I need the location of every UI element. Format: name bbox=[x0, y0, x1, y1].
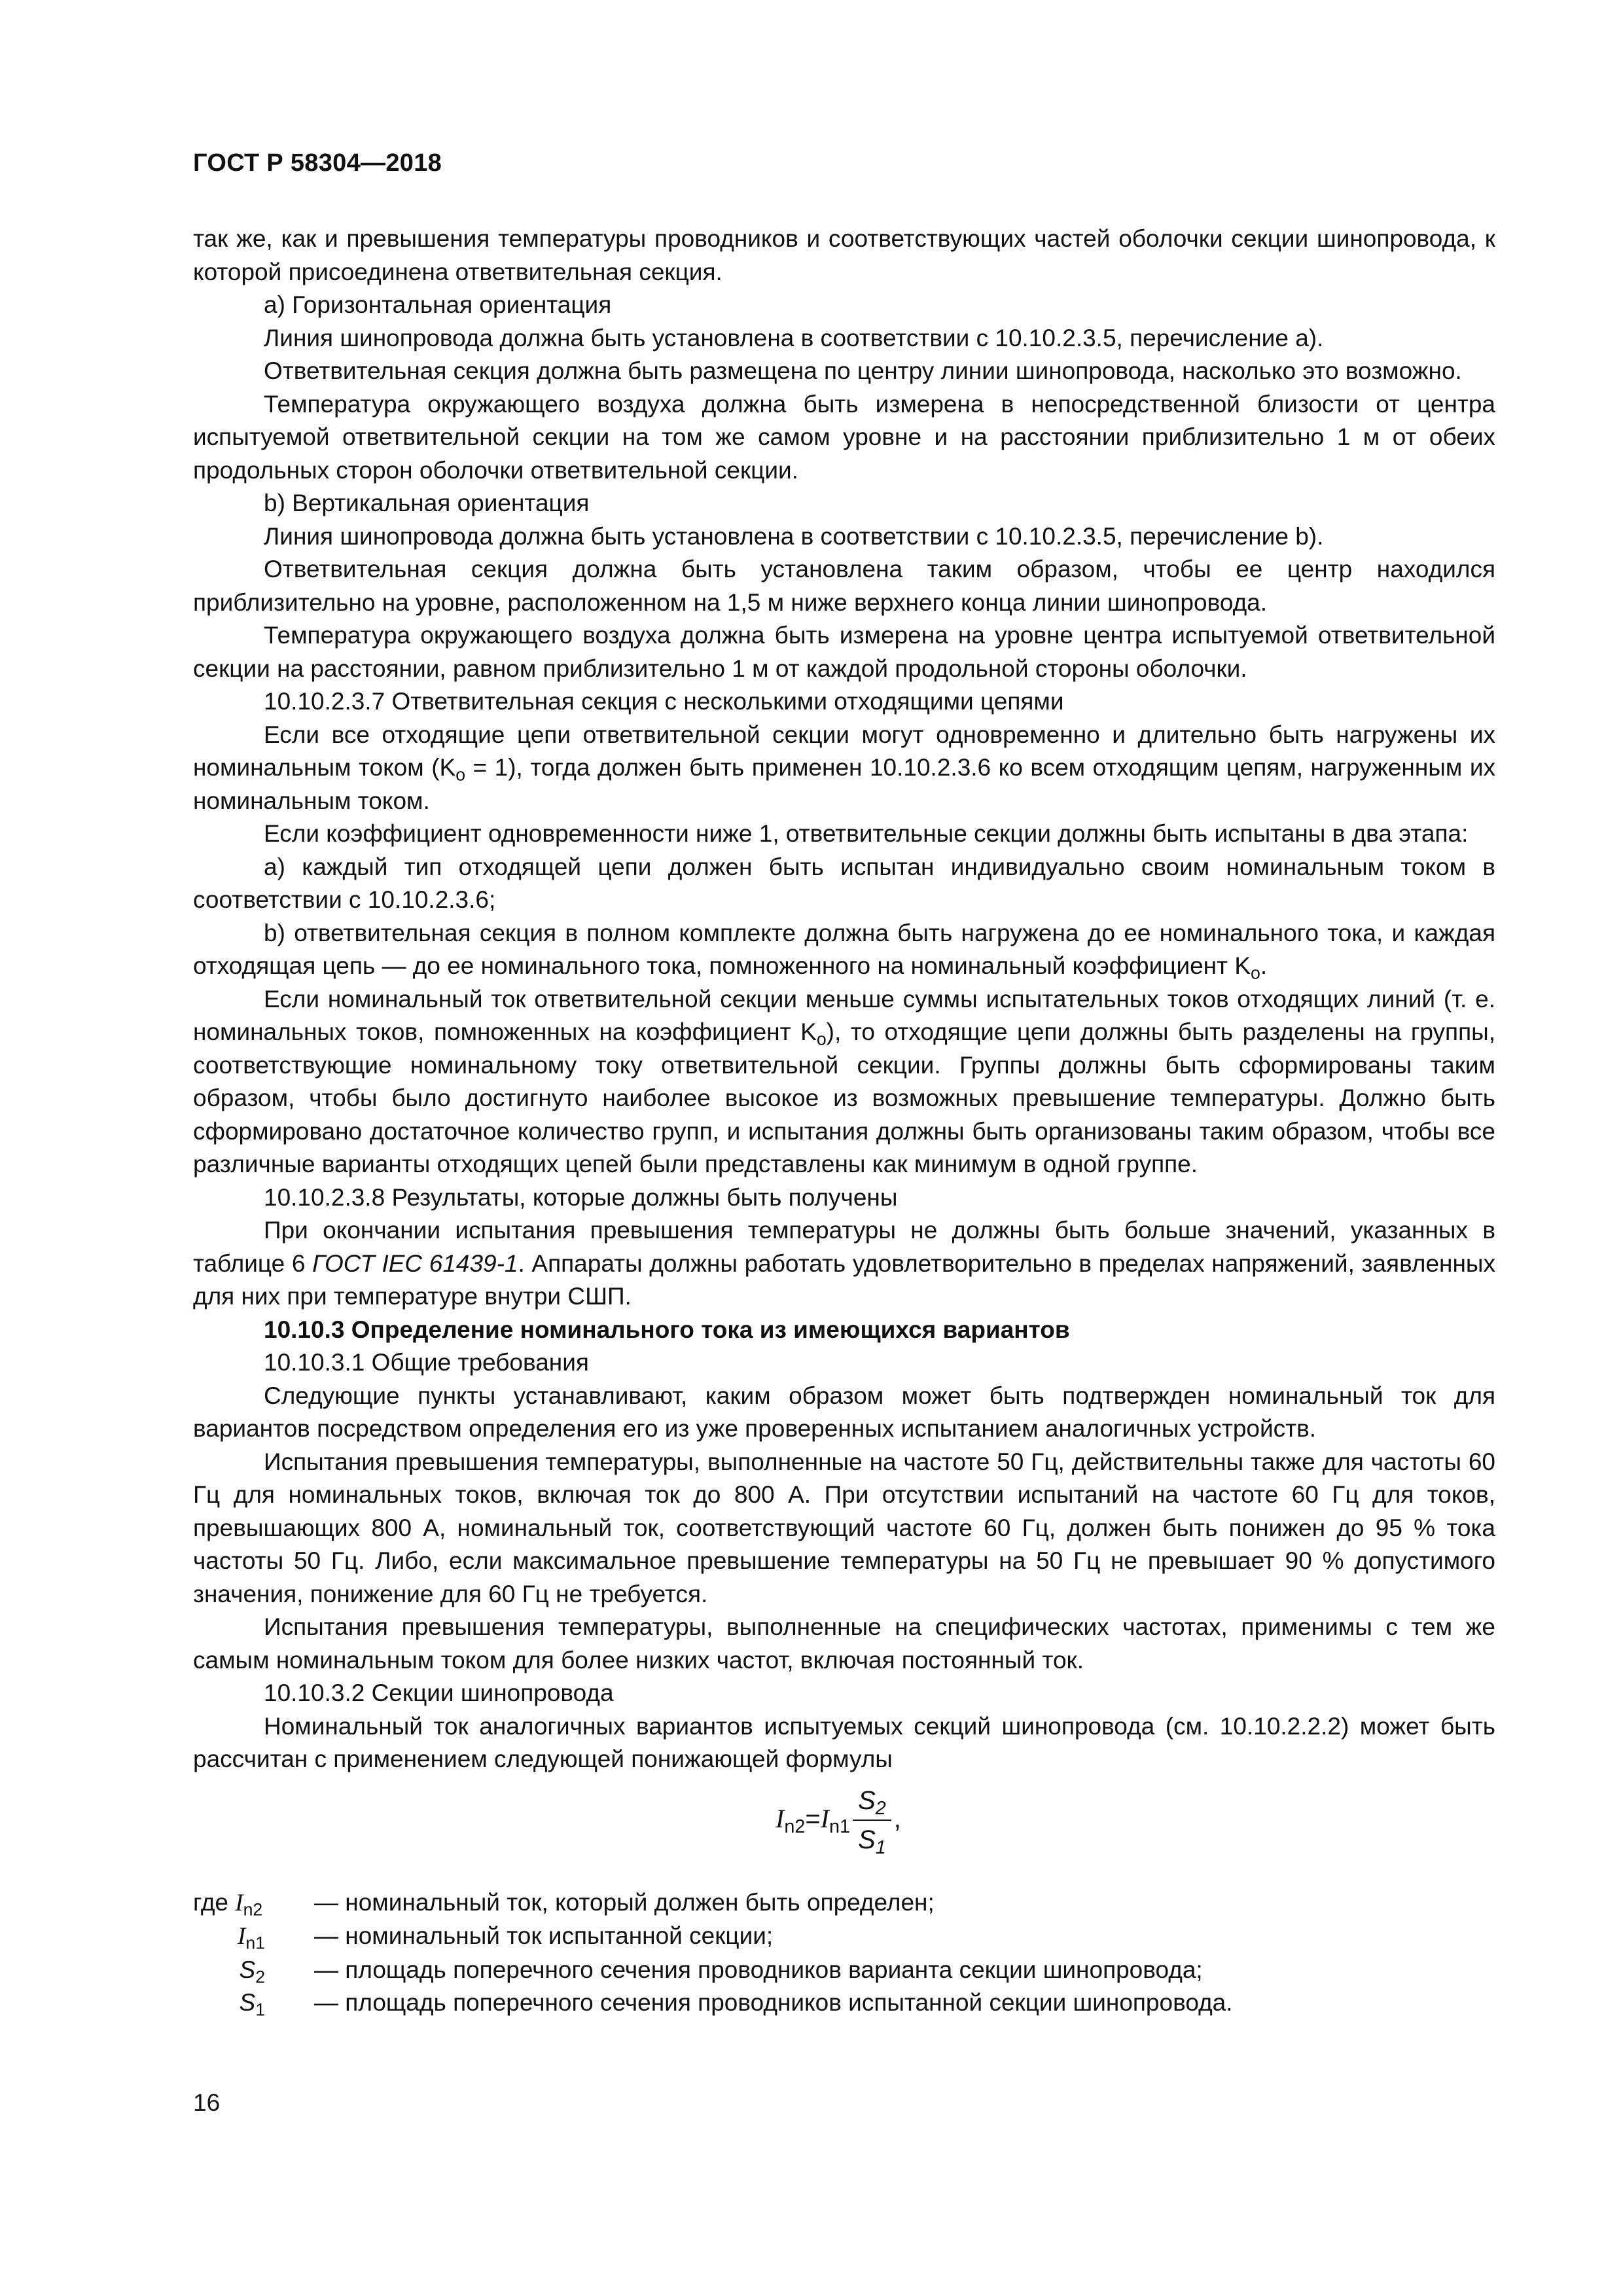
paragraph: Линия шинопровода должна быть установлена в соответствии с 10.10.2.3.5, перечисление а). bbox=[264, 324, 1324, 351]
clause-heading: 10.10.3.1 Общие требования bbox=[264, 1349, 589, 1376]
definition-row: где $I_{n2}$ — номинальный ток, который должен быть определен; bbox=[193, 1888, 935, 1919]
definition-row: $I_{n1}$ — номинальный ток испытанной секции; bbox=[238, 1922, 774, 1953]
definition-row: $S_2$ — площадь поперечного сечения проводников варианта секции шинопровода; bbox=[239, 1956, 1203, 1986]
clause-heading: 10.10.2.3.8 Результаты, которые должны быть получены bbox=[264, 1183, 898, 1211]
reduction-formula: $I_{n2}=I_{n1}$ $\frac{S_2}{S_1}$ , bbox=[193, 1776, 1495, 1881]
paragraph: Следующие пункты устанавливают, каким образом может быть подтвержден номинальный ток для вариантов посредством определения его из уже проверенных испытанием аналогичных устройств. bbox=[193, 1382, 1495, 1442]
paragraph: Если номинальный ток ответвительной секции меньше суммы испытательных токов отходящих линий (т. е. номинальных токов, помноженных на коэффициент $K_o$), то отходящие цепи должны быть разделены на группы, соответствующие номинальному току ответвительной секции. Группы должны быть сформированы таким образом, чтобы было достигнуто наиболее высокое из возможных превышение температуры. Должно быть сформировано достаточное количество групп, и испытания должны быть организованы таким образом, чтобы все различные варианты отходящих цепей были представлены как минимум в одной группе. bbox=[193, 985, 1495, 1177]
formula-fraction: $\frac{S_2}{S_1}$ bbox=[853, 1784, 891, 1857]
paragraph: Номинальный ток аналогичных вариантов испытуемых секций шинопровода (см. 10.10.2.2.2) может быть рассчитан с применением следующей понижающей формулы bbox=[193, 1712, 1495, 1772]
paragraph: Если коэффициент одновременности ниже 1, ответвительные секции должны быть испытаны в два этапа: bbox=[264, 820, 1469, 847]
paragraph: Температура окружающего воздуха должна быть измерена в непосредственной близости от центра испытуемой ответвительной секции на том же самом уровне и на расстоянии приблизительно 1 м от обеих продольных сторон оболочки ответвительной секции. bbox=[193, 390, 1495, 484]
paragraph: Если все отходящие цепи ответвительной секции могут одновременно и длительно быть нагружены их номинальным током $(K_o = 1)$, тогда должен быть применен 10.10.2.3.6 ко всем отходящим цепям, нагруженным их номинальным током. bbox=[193, 721, 1495, 814]
paragraph: Температура окружающего воздуха должна быть измерена на уровне центра испытуемой ответвительной секции на расстоянии, равном приблизительно 1 м от каждой продольной стороны оболочки. bbox=[193, 622, 1495, 682]
paragraph: Линия шинопровода должна быть установлена в соответствии с 10.10.2.3.5, перечисление b). bbox=[264, 522, 1324, 550]
list-item-horizontal: а) Горизонтальная ориентация bbox=[264, 291, 612, 318]
list-item-vertical: b) Вертикальная ориентация bbox=[264, 490, 590, 516]
list-item: а) каждый тип отходящей цепи должен быть испытан индивидуально своим номинальным током в соответствии с 10.10.2.3.6; bbox=[193, 853, 1495, 913]
clause-heading: 10.10.3.2 Секции шинопровода bbox=[264, 1679, 614, 1706]
paragraph: так же, как и превышения температуры проводников и соответствующих частей оболочки секции шинопровода, к которой присоединена ответвительная секция. bbox=[193, 225, 1495, 285]
paragraph: Ответвительная секция должна быть установлена таким образом, чтобы ее центр находился приблизительно на уровне, расположенном на 1,5 м ниже верхнего конца линии шинопровода. bbox=[193, 556, 1495, 616]
definition-row: $S_1$ — площадь поперечного сечения проводников испытанной секции шинопровода. bbox=[239, 1989, 1233, 2020]
paragraph: Испытания превышения температуры, выполненные на специфических частотах, применимы с тем же самым номинальным током для более низких частот, включая постоянный ток. bbox=[193, 1613, 1495, 1674]
standard-reference: ГОСТ IEC 61439-1 bbox=[312, 1249, 518, 1277]
clause-heading: 10.10.2.3.7 Ответвительная секция с несколькими отходящими цепями bbox=[264, 688, 1064, 715]
standard-code-header: ГОСТ Р 58304—2018 bbox=[193, 149, 442, 177]
page-number: 16 bbox=[193, 2089, 221, 2116]
symbol-definitions bbox=[193, 1886, 1495, 2020]
list-item: b) ответвительная секция в полном комплекте должна быть нагружена до ее номинального тока, и каждая отходящая цепь — до ее номинального тока, помноженного на номинальный коэффициент $K_o$. bbox=[193, 919, 1495, 983]
section-heading: 10.10.3 Определение номинального тока из имеющихся вариантов bbox=[264, 1316, 1070, 1343]
paragraph: При окончании испытания превышения температуры не должны быть больше значений, указанных в таблице 6 ГОСТ IEC 61439-1. Аппараты должны работать удовлетворительно в пределах напряжений, заявленных для них при температуре внутри СШП. bbox=[193, 1217, 1496, 1310]
paragraph: Испытания превышения температуры, выполненные на частоте 50 Гц, действительны также для частоты 60 Гц для номинальных токов, включая ток до 800 А. При отсутствии испытаний на частоте 60 Гц для токов, превышающих 800 А, номинальный ток, соответствующий частоте 60 Гц, должен быть понижен до 95 % тока частоты 50 Гц. Либо, если максимальное превышение температуры на 50 Гц не превышает 90 % допустимого значения, понижение для 60 Гц не требуется. bbox=[193, 1448, 1495, 1607]
paragraph: Ответвительная секция должна быть размещена по центру линии шинопровода, насколько это возможно. bbox=[264, 357, 1462, 384]
document-body bbox=[193, 223, 1495, 2020]
